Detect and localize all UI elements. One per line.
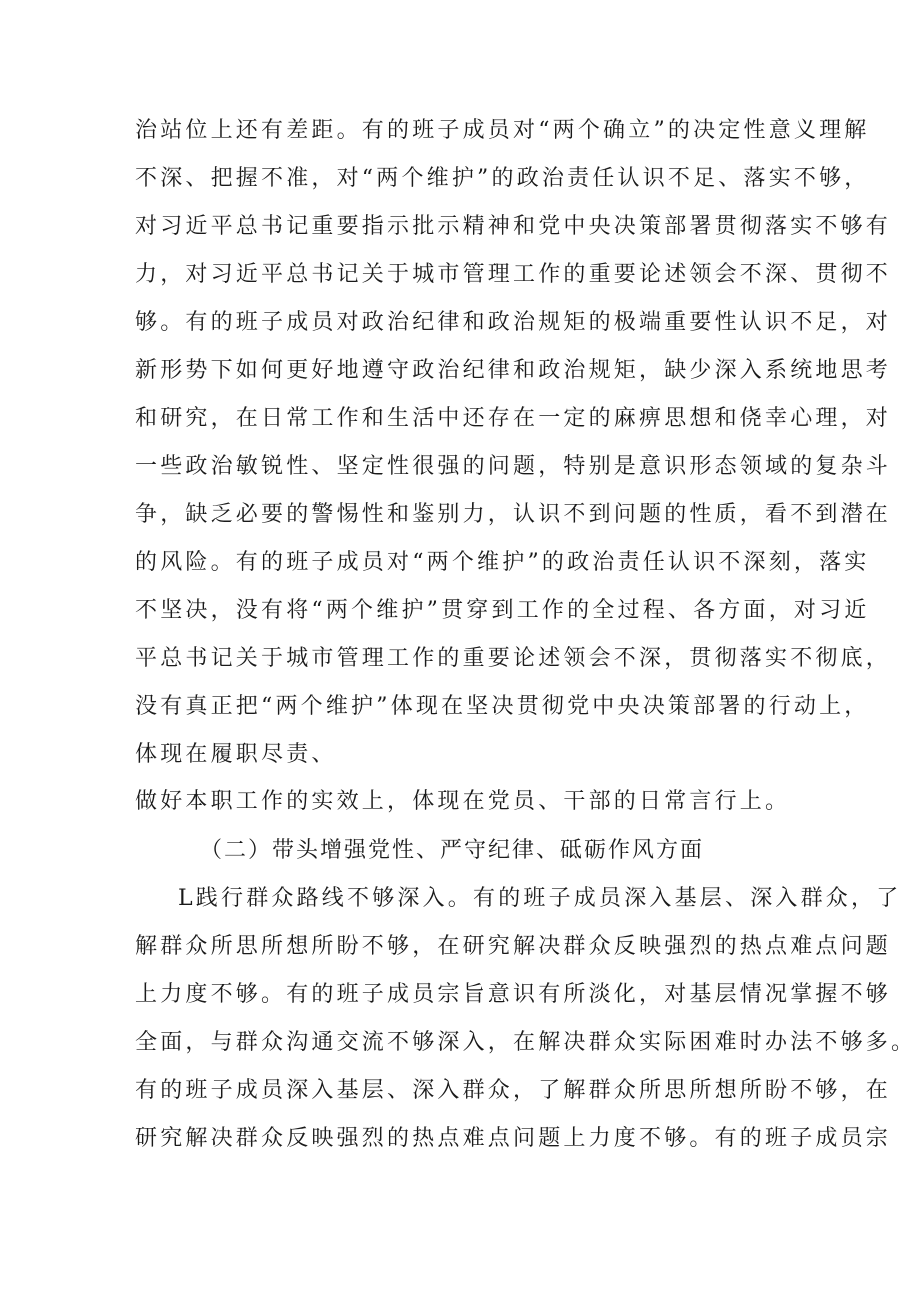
body-text-line: 的风险。有的班子成员对“两个维护”的政治责任认识不深刻，落实 [135,550,870,575]
body-text-line: 和研究，在日常工作和生活中还存在一定的麻痹思想和侥幸心理，对 [135,406,892,431]
body-text-line: 对习近平总书记重要指示批示精神和党中央决策部署贯彻落实不够有 [135,214,892,239]
paragraph-line: 有的班子成员深入基层、深入群众，了解群众所思所想所盼不够，在 [135,1078,892,1103]
paragraph-line: 上力度不够。有的班子成员宗旨意识有所淡化，对基层情况掌握不够 [135,982,892,1007]
paragraph-line: L践行群众路线不够深入。有的班子成员深入基层、深入群众，了 [178,886,902,911]
body-text-line: 不坚决，没有将“两个维护”贯穿到工作的全过程、各方面，对习近 [135,598,870,623]
body-text-line: 治站位上还有差距。有的班子成员对“两个确立”的决定性意义理解 [135,118,870,143]
body-text-line: 争，缺乏必要的警惕性和鉴别力，认识不到问题的性质，看不到潜在 [135,502,892,527]
body-text-line: 不深、把握不准，对“两个维护”的政治责任认识不足、落实不够， [135,166,870,191]
body-text-line: 没有真正把“两个维护”体现在坚决贯彻党中央决策部署的行动上， [135,694,870,719]
paragraph-line: 全面，与群众沟通交流不够深入，在解决群众实际困难时办法不够多。 [135,1030,917,1055]
paragraph-line: 解群众所思所想所盼不够，在研究解决群众反映强烈的热点难点问题 [135,934,892,959]
body-text-line: 力，对习近平总书记关于城市管理工作的重要论述领会不深、贯彻不 [135,262,892,287]
body-text-line: 做好本职工作的实效上，体现在党员、干部的日常言行上。 [135,789,791,814]
paragraph-line: 研究解决群众反映强烈的热点难点问题上力度不够。有的班子成员宗 [135,1126,892,1151]
body-text-line: 够。有的班子成员对政治纪律和政治规矩的极端重要性认识不足，对 [135,310,892,335]
body-text-line: 体现在履职尽责、 [135,742,337,767]
body-text-line: 平总书记关于城市管理工作的重要论述领会不深，贯彻落实不彻底， [135,646,892,671]
section-heading: （二）带头增强党性、严守纪律、砥砺作风方面 [200,838,705,863]
body-text-line: 新形势下如何更好地遵守政治纪律和政治规矩，缺少深入系统地思考 [135,358,892,383]
body-text-line: 一些政治敏锐性、坚定性很强的问题，特别是意识形态领域的复杂斗 [135,454,892,479]
